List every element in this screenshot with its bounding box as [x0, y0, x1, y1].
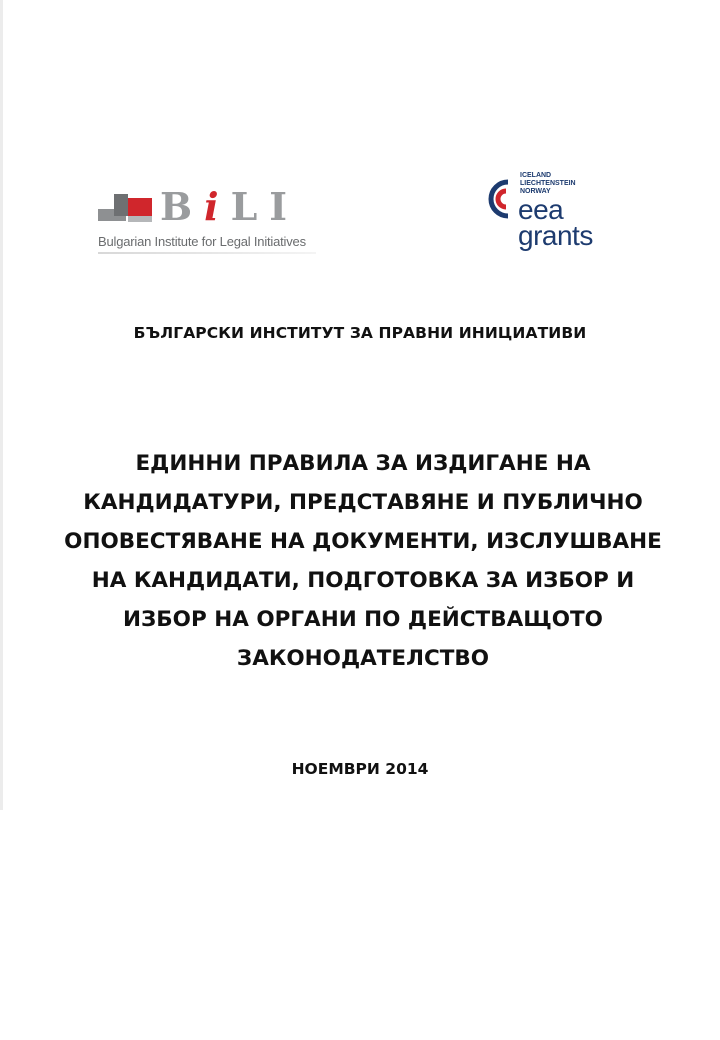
- title-line: ЗАКОНОДАТЕЛСТВО: [236, 646, 490, 671]
- page-edge-line: [0, 0, 3, 810]
- grants-word: grants: [518, 220, 593, 251]
- bili-letter-b: B: [160, 184, 205, 229]
- eea-country: NORWAY: [520, 188, 551, 195]
- bili-logo: [98, 186, 320, 256]
- institute-name: БЪЛГАРСКИ ИНСТИТУТ ЗА ПРАВНИ ИНИЦИАТИВИ: [133, 324, 587, 342]
- bili-logo-letters: [160, 186, 299, 228]
- bili-logo-caption: Bulgarian Institute for Legal Initiatives: [98, 234, 306, 249]
- eea-country: ICELAND: [520, 172, 552, 179]
- bili-logo-mark: [98, 186, 158, 232]
- title-line: КАНДИДАТУРИ, ПРЕДСТАВЯНЕ И ПУБЛИЧНО: [83, 490, 643, 515]
- title-line: ИЗБОР НА ОРГАНИ ПО ДЕЙСТВАЩОТО: [123, 607, 603, 632]
- bili-letter-i2: I: [269, 184, 300, 229]
- eea-countries: [520, 172, 576, 196]
- bili-letter-l: L: [230, 184, 270, 229]
- eea-country: LIECHTENSTEIN: [520, 180, 576, 187]
- title-line: ЕДИННИ ПРАВИЛА ЗА ИЗДИГАНЕ НА: [135, 451, 591, 476]
- title-line: НА КАНДИДАТИ, ПОДГОТОВКА ЗА ИЗБОР И: [91, 568, 635, 593]
- title-line: ОПОВЕСТЯВАНЕ НА ДОКУМЕНТИ, ИЗСЛУШВАНЕ: [64, 529, 662, 554]
- bili-logo-underline: [98, 252, 316, 254]
- bili-letter-i: i: [204, 184, 231, 229]
- document-date: НОЕМВРИ 2014: [291, 760, 429, 778]
- eea-grants-logo: [484, 172, 624, 262]
- eea-word: eea: [518, 194, 564, 225]
- document-title: [40, 444, 686, 678]
